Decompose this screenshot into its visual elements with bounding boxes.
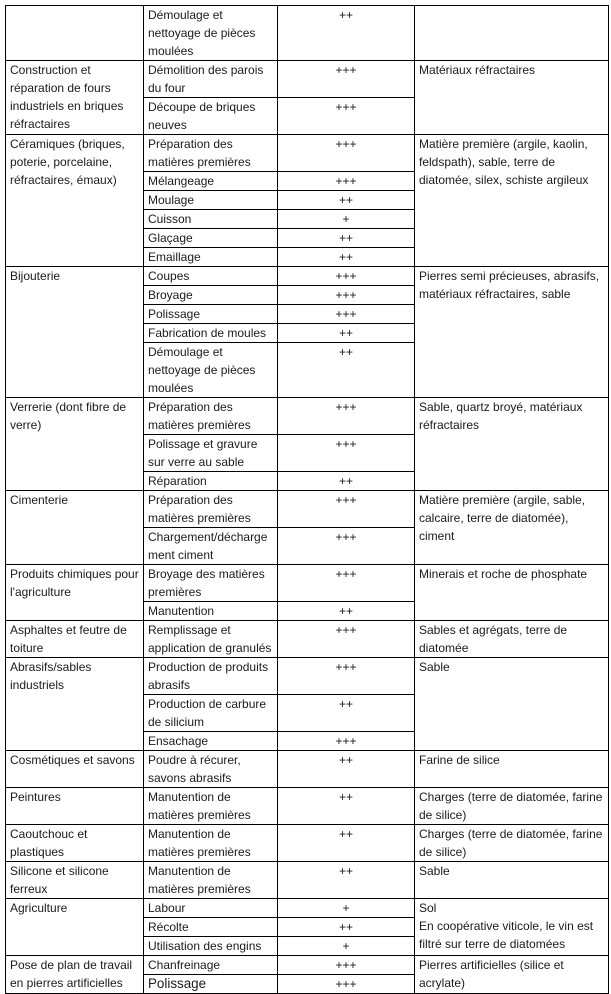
activity-cell: Cuisson xyxy=(144,210,278,229)
exposure-level-cell: + xyxy=(278,937,415,956)
exposure-level-cell: +++ xyxy=(278,61,415,98)
activity-cell: Polissage et gravure sur verre au sable xyxy=(144,435,278,472)
exposure-level-cell: + xyxy=(278,899,415,918)
table-row xyxy=(6,862,609,899)
exposure-level-cell: +++ xyxy=(278,286,415,305)
activity-cell: Manutention de matières premières xyxy=(144,825,278,862)
materials-cell: Sable xyxy=(415,658,609,751)
activity-cell: Manutention xyxy=(144,602,278,621)
materials-cell: Matériaux réfractaires xyxy=(415,61,609,135)
activity-cell: Récolte xyxy=(144,918,278,937)
activity-cell: Fabrication de moules xyxy=(144,324,278,343)
activity-cell: Glaçage xyxy=(144,229,278,248)
exposure-level-cell: ++ xyxy=(278,472,415,491)
sector-cell: Abrasifs/sables industriels xyxy=(6,658,144,751)
activity-cell: Broyage xyxy=(144,286,278,305)
activity-cell: Polissage xyxy=(144,305,278,324)
table-row xyxy=(6,899,609,918)
activity-cell: Chargement/déchargement ciment xyxy=(144,528,278,565)
materials-cell: Pierres semi précieuses, abrasifs, matériaux réfractaires, sable xyxy=(415,267,609,398)
materials-cell: Sol En coopérative viticole, le vin est filtré sur terre de diatomées xyxy=(415,899,609,956)
exposure-level-cell: +++ xyxy=(278,956,415,975)
sector-cell: Asphaltes et feutre de toiture xyxy=(6,621,144,658)
sector-cell: Construction et réparation de fours industriels en briques réfractaires xyxy=(6,61,144,135)
sector-cell: Peintures xyxy=(6,788,144,825)
activity-cell: Démolition des parois du four xyxy=(144,61,278,98)
activity-cell: Préparation des matières premières xyxy=(144,491,278,528)
activity-cell: Utilisation des engins xyxy=(144,937,278,956)
exposure-level-cell: +++ xyxy=(278,98,415,135)
activity-cell: Réparation xyxy=(144,472,278,491)
table-row xyxy=(6,398,609,435)
sector-cell xyxy=(6,6,144,61)
exposure-level-cell: ++ xyxy=(278,343,415,398)
exposure-level-cell: ++ xyxy=(278,248,415,267)
exposure-level-cell: ++ xyxy=(278,324,415,343)
materials-cell: Farine de silice xyxy=(415,751,609,788)
exposure-level-cell: + xyxy=(278,210,415,229)
materials-cell: Minerais et roche de phosphate xyxy=(415,565,609,621)
exposure-level-cell: ++ xyxy=(278,788,415,825)
table-row xyxy=(6,135,609,172)
materials-cell: Matière première (argile, sable, calcaire, terre de diatomée), ciment xyxy=(415,491,609,565)
table-body xyxy=(6,6,609,994)
exposure-level-cell: +++ xyxy=(278,621,415,658)
sector-cell: Céramiques (briques, poterie, porcelaine, réfractaires, émaux) xyxy=(6,135,144,267)
exposure-level-cell: +++ xyxy=(278,172,415,191)
exposure-level-cell: +++ xyxy=(278,491,415,528)
activity-cell: Démoulage et nettoyage de pièces moulées xyxy=(144,343,278,398)
exposure-level-cell: ++ xyxy=(278,751,415,788)
activity-cell: Démoulage et nettoyage de pièces moulées xyxy=(144,6,278,61)
sector-cell: Silicone et silicone ferreux xyxy=(6,862,144,899)
sector-cell: Cimenterie xyxy=(6,491,144,565)
exposure-level-cell: +++ xyxy=(278,528,415,565)
table-row xyxy=(6,825,609,862)
materials-cell: Sable, quartz broyé, matériaux réfractaires xyxy=(415,398,609,491)
activity-cell: Manutention de matières premières xyxy=(144,788,278,825)
exposure-level-cell: ++ xyxy=(278,602,415,621)
activity-cell: Découpe de briques neuves xyxy=(144,98,278,135)
table-row xyxy=(6,491,609,528)
table-row xyxy=(6,658,609,695)
exposure-level-cell: +++ xyxy=(278,135,415,172)
table-row xyxy=(6,61,609,98)
activity-cell: Moulage xyxy=(144,191,278,210)
activity-cell: Ensachage xyxy=(144,732,278,751)
exposure-level-cell: +++ xyxy=(278,658,415,695)
exposure-level-cell: +++ xyxy=(278,267,415,286)
materials-cell: Sable xyxy=(415,862,609,899)
exposure-level-cell: ++ xyxy=(278,825,415,862)
sector-cell: Agriculture xyxy=(6,899,144,956)
materials-cell: Charges (terre de diatomée, farine de silice) xyxy=(415,825,609,862)
materials-cell: Charges (terre de diatomée, farine de silice) xyxy=(415,788,609,825)
activity-cell: Remplissage et application de granulés xyxy=(144,621,278,658)
sector-cell: Caoutchouc et plastiques xyxy=(6,825,144,862)
table-row xyxy=(6,788,609,825)
activity-cell: Coupes xyxy=(144,267,278,286)
exposure-level-cell: +++ xyxy=(278,435,415,472)
activity-cell: Production de carbure de silicium xyxy=(144,695,278,732)
exposure-level-cell: ++ xyxy=(278,862,415,899)
table-row xyxy=(6,267,609,286)
sector-cell: Pose de plan de travail en pierres artificielles xyxy=(6,956,144,994)
exposure-level-cell: +++ xyxy=(278,398,415,435)
materials-cell: Matière première (argile, kaolin, feldspath), sable, terre de diatomée, silex, schiste argileux xyxy=(415,135,609,267)
silica-exposure-table xyxy=(5,5,609,994)
table-row xyxy=(6,621,609,658)
activity-cell: Labour xyxy=(144,899,278,918)
activity-cell: Poudre à récurer, savons abrasifs xyxy=(144,751,278,788)
activity-cell: Broyage des matières premières xyxy=(144,565,278,602)
table-row xyxy=(6,6,609,61)
activity-cell: Emaillage xyxy=(144,248,278,267)
materials-cell: Pierres artificielles (silice et acrylate) xyxy=(415,956,609,994)
sector-cell: Cosmétiques et savons xyxy=(6,751,144,788)
activity-cell: Chanfreinage xyxy=(144,956,278,975)
exposure-level-cell: ++ xyxy=(278,6,415,61)
table-row xyxy=(6,751,609,788)
activity-cell: Production de produits abrasifs xyxy=(144,658,278,695)
exposure-level-cell: +++ xyxy=(278,305,415,324)
sector-cell: Produits chimiques pour l'agriculture xyxy=(6,565,144,621)
exposure-level-cell: ++ xyxy=(278,695,415,732)
activity-cell: Préparation des matières premières xyxy=(144,135,278,172)
materials-cell xyxy=(415,6,609,61)
sector-cell: Bijouterie xyxy=(6,267,144,398)
exposure-level-cell: +++ xyxy=(278,565,415,602)
sector-cell: Verrerie (dont fibre de verre) xyxy=(6,398,144,491)
exposure-level-cell: ++ xyxy=(278,229,415,248)
exposure-level-cell: ++ xyxy=(278,191,415,210)
activity-cell: Polissage xyxy=(144,975,278,994)
table-row xyxy=(6,956,609,975)
exposure-level-cell: ++ xyxy=(278,918,415,937)
activity-cell: Manutention de matières premières xyxy=(144,862,278,899)
activity-cell: Préparation des matières premières xyxy=(144,398,278,435)
table-row xyxy=(6,565,609,602)
materials-cell: Sables et agrégats, terre de diatomée xyxy=(415,621,609,658)
exposure-level-cell: +++ xyxy=(278,975,415,994)
activity-cell: Mélangeage xyxy=(144,172,278,191)
exposure-level-cell: +++ xyxy=(278,732,415,751)
